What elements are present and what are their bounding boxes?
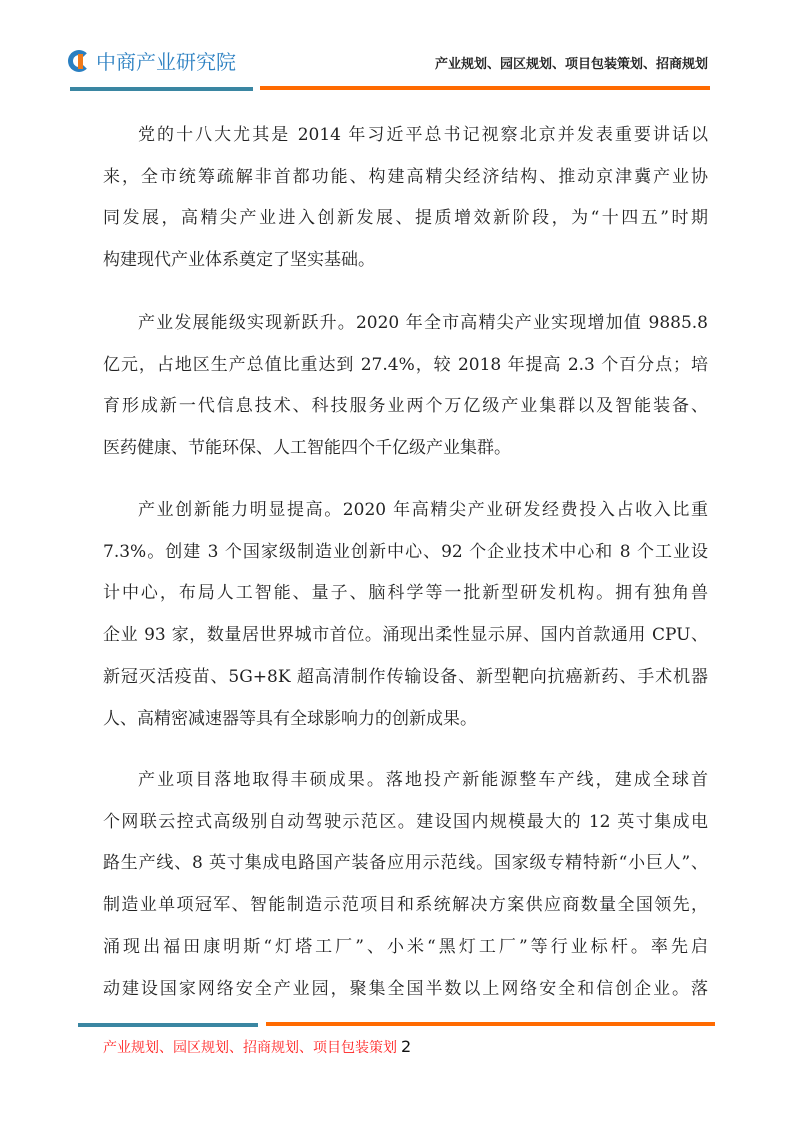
text-line: 构建现代产业体系奠定了坚实基础。 <box>103 250 375 271</box>
footer-divider-orange <box>266 1022 715 1026</box>
text-line: 动建设国家网络安全产业园，聚集全国半数以上网络安全和信创企业。落 <box>103 978 708 999</box>
text-line: 涌现出福田康明斯“灯塔工厂”、小米“黑灯工厂”等行业标杆。率先启 <box>103 936 708 957</box>
text-line: 亿元，占地区生产总值比重达到 27.4%，较 2018 年提高 2.3 个百分点；培 <box>103 354 708 375</box>
text-line: 产业项目落地取得丰硕成果。落地投产新能源整车产线，建成全球首 <box>138 770 708 790</box>
footer <box>103 1037 411 1057</box>
text-line: 同发展，高精尖产业进入创新发展、提质增效新阶段，为“十四五”时期 <box>103 208 708 229</box>
footer-divider-blue <box>78 1023 258 1027</box>
header-tagline: 产业规划、园区规划、项目包装策划、招商规划 <box>434 57 708 72</box>
text-line: 党的十八大尤其是 2014 年习近平总书记视察北京并发表重要讲话以 <box>138 125 708 145</box>
logo-icon <box>68 50 90 72</box>
text-line: 新冠灭活疫苗、5G+8K 超高清制作传输设备、新型靶向抗癌新药、手术机器 <box>103 666 708 687</box>
text-line: 育形成新一代信息技术、科技服务业两个万亿级产业集群以及智能装备、 <box>103 396 708 417</box>
text-line: 路生产线、8 英寸集成电路国产装备应用示范线。国家级专精特新“小巨人”、 <box>103 853 708 874</box>
text-line: 企业 93 家，数量居世界城市首位。涌现出柔性显示屏、国内首款通用 CPU、 <box>103 625 708 646</box>
header-divider-orange <box>260 86 710 90</box>
text-line: 产业创新能力明显提高。2020 年高精尖产业研发经费投入占收入比重 <box>138 500 708 520</box>
text-line: 制造业单项冠军、智能制造示范项目和系统解决方案供应商数量全国领先， <box>103 895 708 916</box>
text-line: 来，全市统筹疏解非首都功能、构建高精尖经济结构、推动京津冀产业协 <box>103 166 708 187</box>
text-line: 人、高精密减速器等具有全球影响力的创新成果。 <box>103 708 477 729</box>
text-line: 个网联云控式高级别自动驾驶示范区。建设国内规模最大的 12 英寸集成电 <box>103 811 708 832</box>
logo-text: 中商产业研究院 <box>96 50 236 74</box>
footer-tagline: 产业规划、园区规划、招商规划、项目包装策划 <box>103 1040 397 1056</box>
company-logo <box>68 46 236 75</box>
text-line: 医药健康、节能环保、人工智能四个千亿级产业集群。 <box>103 438 511 459</box>
header-divider-blue <box>70 87 253 91</box>
text-line: 计中心，布局人工智能、量子、脑科学等一批新型研发机构。拥有独角兽 <box>103 583 708 604</box>
text-line: 产业发展能级实现新跃升。2020 年全市高精尖产业实现增加值 9885.8 <box>138 313 708 333</box>
page-number: 2 <box>401 1037 412 1056</box>
text-line: 7.3%。创建 3 个国家级制造业创新中心、92 个企业技术中心和 8 个工业设 <box>103 541 708 562</box>
